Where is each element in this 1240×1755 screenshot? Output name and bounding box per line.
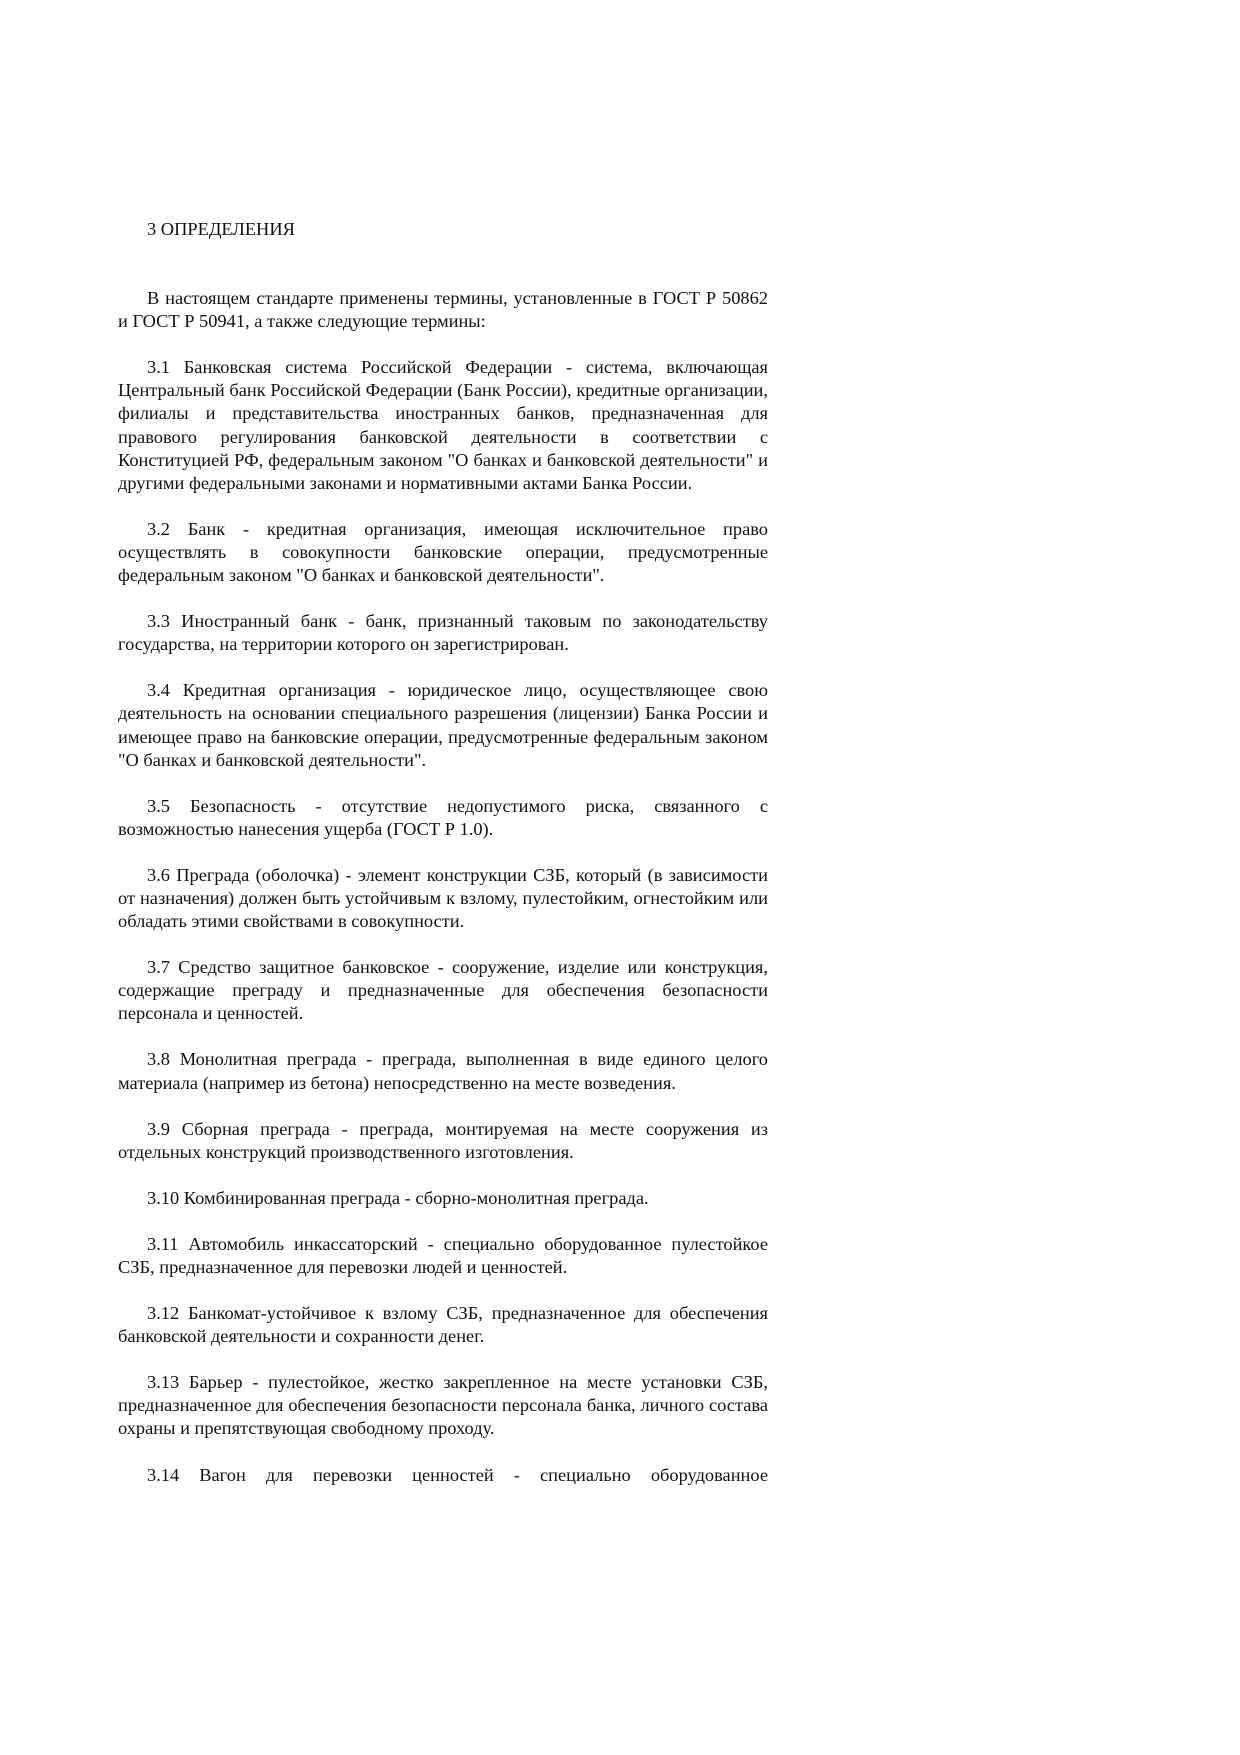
definition-3-2: 3.2 Банк - кредитная организация, имеющая исключительное право осуществлять в совокупности банковские операции, предусмотренные федеральным законом "О банках и банковской деятельности". (118, 518, 768, 586)
definition-3-7: 3.7 Средство защитное банковское - сооружение, изделие или конструкция, содержащие преграду и предназначенные для обеспечения безопасности персонала и ценностей. (118, 957, 768, 1024)
definition-3-4: 3.4 Кредитная организация - юридическое лицо, осуществляющее свою деятельность на основании специального разрешения (лицензии) Банка России и имеющее право на банковские операции, предусмотренные федеральным законом "О банках и банковской деятельности". (118, 680, 768, 770)
document-page (118, 218, 768, 1487)
definition-3-9: 3.9 Сборная преграда - преграда, монтируемая на месте сооружения из отдельных конструкций производственного изготовления. (118, 1118, 768, 1162)
definition-3-13: 3.13 Барьер - пулестойкое, жестко закрепленное на месте установки СЗБ, предназначенное для обеспечения безопасности персонала банка, личного состава охраны и препятствующая свободному проходу. (118, 1372, 768, 1439)
definition-3-10: 3.10 Комбинированная преграда - сборно-монолитная преграда. (147, 1187, 649, 1208)
definition-3-11: 3.11 Автомобиль инкассаторский - специально оборудованное пулестойкое СЗБ, предназначенное для перевозки людей и ценностей. (118, 1233, 768, 1277)
definition-3-5: 3.5 Безопасность - отсутствие недопустимого риска, связанного с возможностью нанесения ущерба (ГОСТ Р 1.0). (118, 795, 768, 839)
definition-3-14: 3.14 Вагон для перевозки ценностей - специально оборудованное (147, 1464, 768, 1485)
definition-3-8: 3.8 Монолитная преграда - преграда, выполненная в виде единого целого материала (например из бетона) непосредственно на месте возведения. (118, 1049, 768, 1093)
definition-3-3: 3.3 Иностранный банк - банк, признанный таковым по законодательству государства, на территории которого он зарегистрирован. (118, 611, 768, 655)
definition-3-1: 3.1 Банковская система Российской Федерации - система, включающая Центральный банк Российской Федерации (Банк России), кредитные организации, филиалы и представительства иностранных банков, предназначенная для правового регулирования банковской деятельности в соответствии с Конституцией РФ, федеральным законом "О банках и банковской деятельности" и другими федеральными законами и нормативными актами Банка России. (118, 357, 768, 493)
definition-3-12: 3.12 Банкомат-устойчивое к взлому СЗБ, предназначенное для обеспечения банковской деятельности и сохранности денег. (118, 1303, 768, 1347)
definition-3-6: 3.6 Преграда (оболочка) - элемент конструкции СЗБ, который (в зависимости от назначения) должен быть устойчивым к взлому, пулестойким, огнестойким или обладать этими свойствами в совокупности. (118, 864, 768, 932)
section-heading: 3 ОПРЕДЕЛЕНИЯ (147, 219, 295, 239)
intro-paragraph: В настоящем стандарте применены термины, установленные в ГОСТ Р 50862 и ГОСТ Р 50941, а также следующие термины: (118, 288, 768, 332)
